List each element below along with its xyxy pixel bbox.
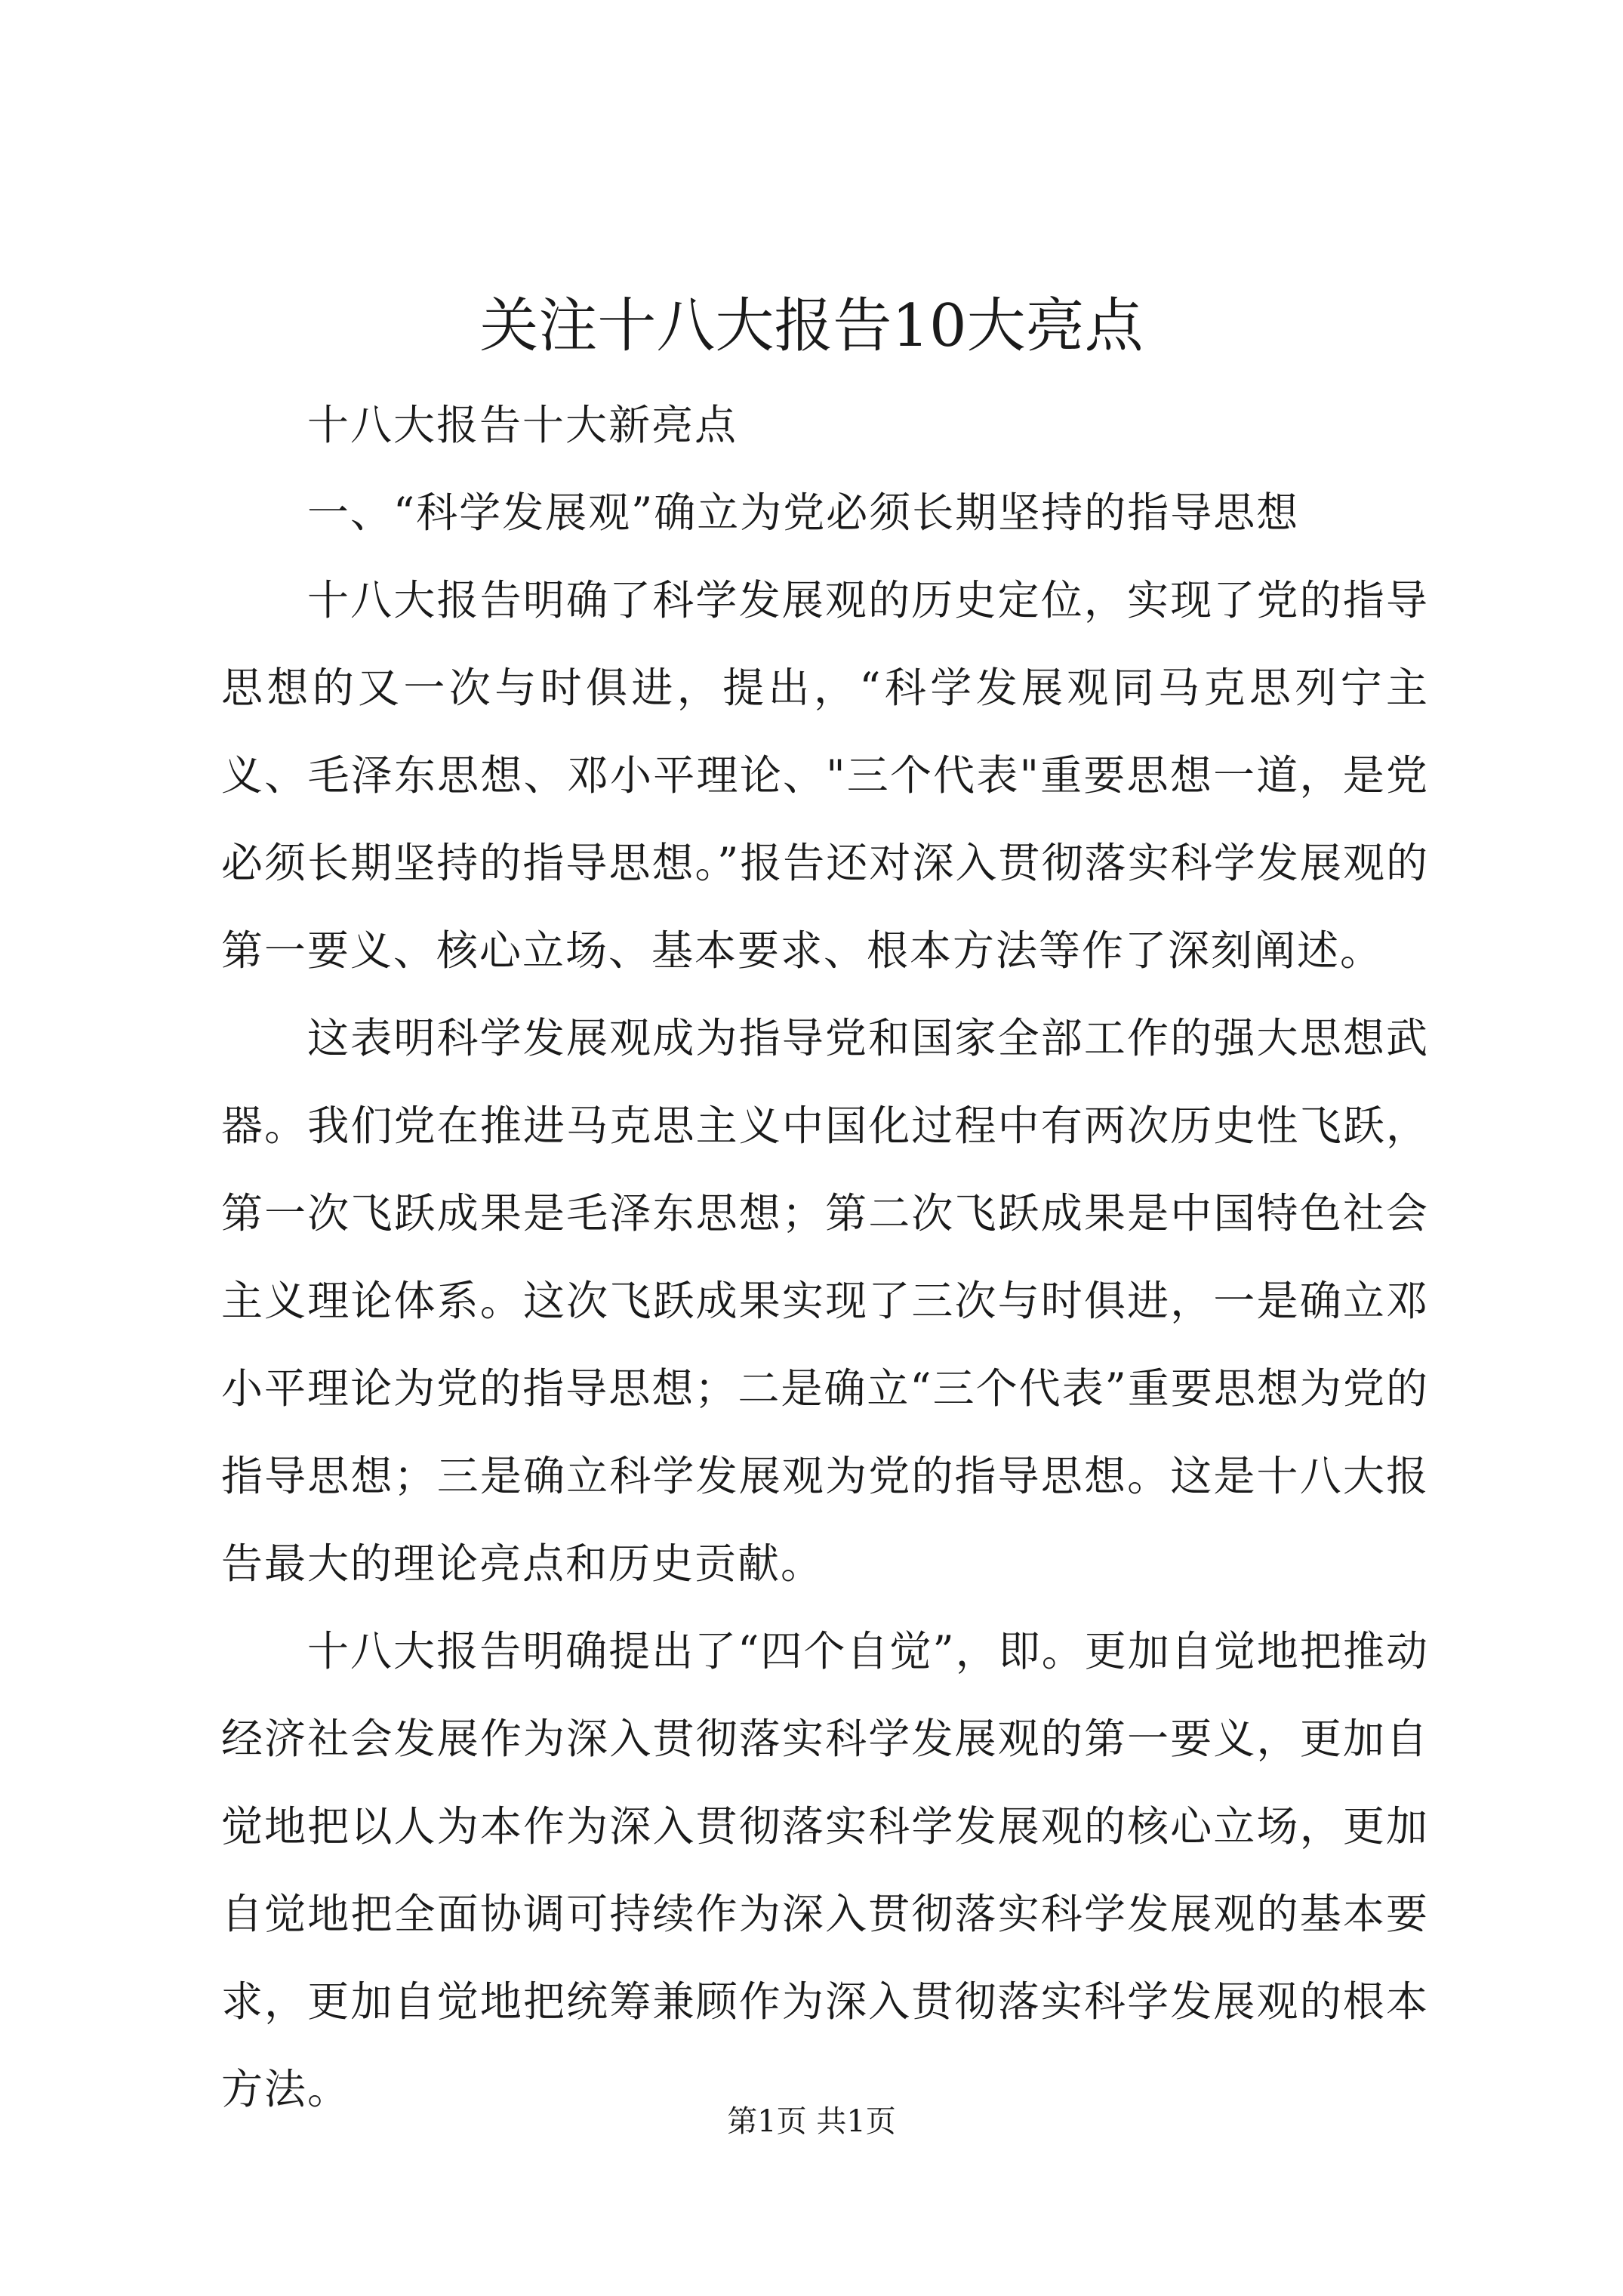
section-heading: 一、“科学发展观”确立为党必须长期坚持的指导思想: [307, 488, 1300, 537]
page-footer: 第1页 共1页: [727, 2104, 896, 2139]
body-paragraph: 十八大报告明确了科学发展观的历史定位，实现了党的指导思想的又一次与时俱进，提出，“科学发展观同马克思列宁主义、毛泽东思想、邓小平理论、"三个代表"重要思想一道，是党必须长期坚持的指导思想。”报告还对深入贯彻落实科学发展观的第一要义、核心立场、基本要求、根本方法等作了深刻阐述。: [221, 576, 1429, 975]
document-title: 关注十八大报告10大亮点: [479, 292, 1144, 360]
document-body: [221, 381, 1429, 2133]
body-paragraph: 这表明科学发展观成为指导党和国家全部工作的强大思想武器。我们党在推进马克思主义中国化过程中有两次历史性飞跃，第一次飞跃成果是毛泽东思想；第二次飞跃成果是中国特色社会主义理论体系。这次飞跃成果实现了三次与时俱进，一是确立邓小平理论为党的指导思想；二是确立“三个代表”重要思想为党的指导思想；三是确立科学发展观为党的指导思想。这是十八大报告最大的理论亮点和历史贡献。: [221, 1014, 1429, 1588]
body-paragraph: 十八大报告明确提出了“四个自觉”，即。更加自觉地把推动经济社会发展作为深入贯彻落实科学发展观的第一要义，更加自觉地把以人为本作为深入贯彻落实科学发展观的核心立场，更加自觉地把全面协调可持续作为深入贯彻落实科学发展观的基本要求，更加自觉地把统筹兼顾作为深入贯彻落实科学发展观的根本方法。: [221, 1627, 1429, 2113]
subtitle-paragraph: 十八大报告十大新亮点: [307, 401, 738, 449]
